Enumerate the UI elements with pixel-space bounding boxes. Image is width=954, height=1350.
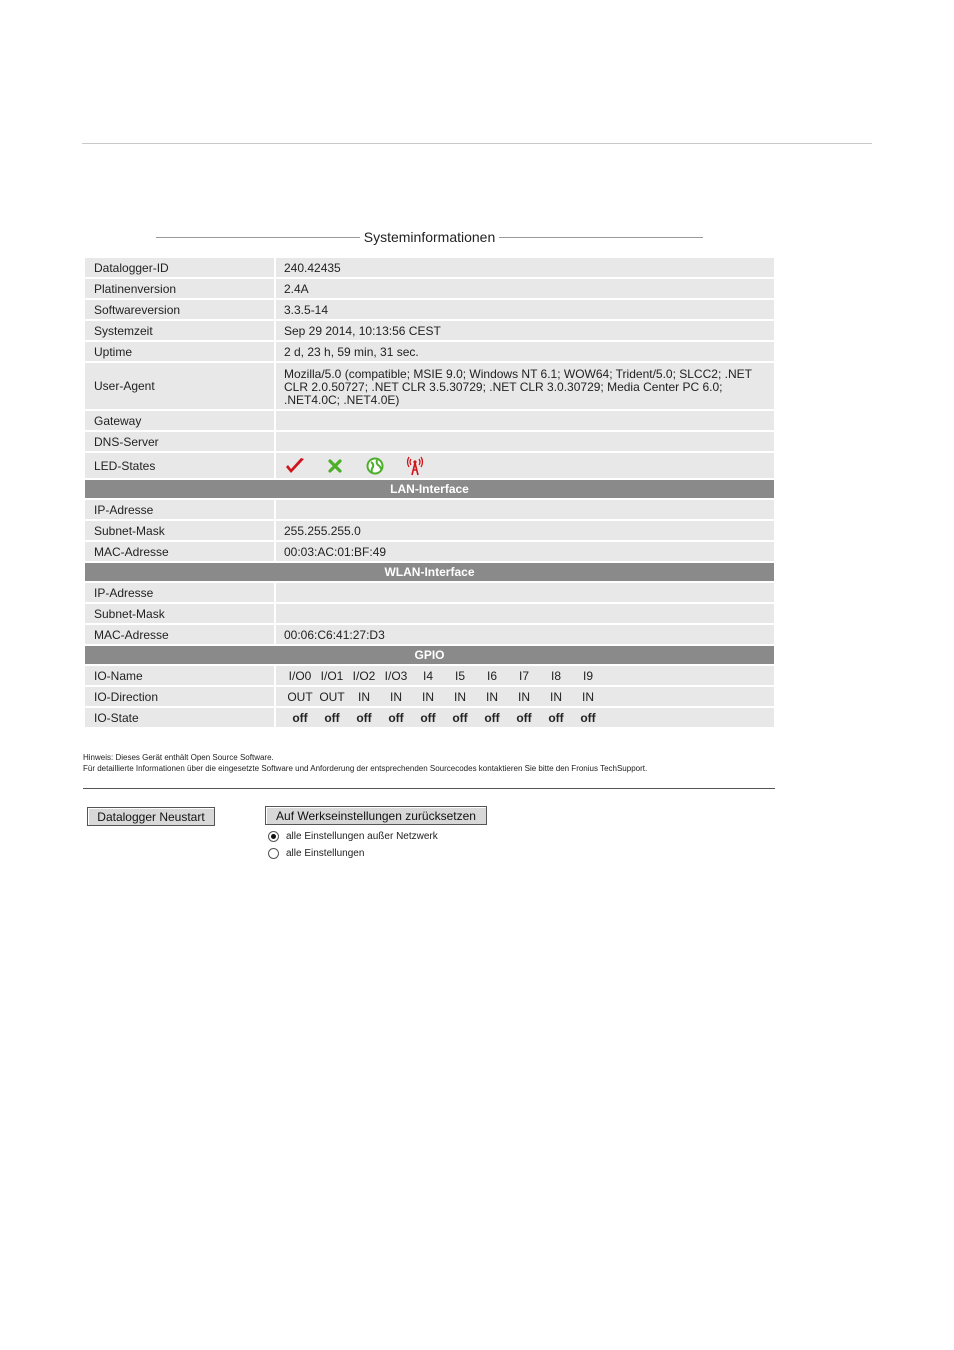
- row-value: 3.3.5-14: [276, 300, 774, 319]
- globe-icon: [364, 455, 386, 477]
- gpio-state: off: [388, 710, 404, 725]
- gpio-direction: OUT: [319, 689, 345, 704]
- row-softwareversion: [85, 300, 774, 319]
- reset-option-except-network[interactable]: [268, 831, 438, 842]
- wlan-row-subnet: [85, 604, 774, 623]
- row-value: [276, 500, 774, 519]
- gpio-name: I8: [550, 668, 561, 683]
- gpio-direction: IN: [422, 689, 434, 704]
- gpio-state: off: [324, 710, 340, 725]
- antenna-icon: [404, 455, 426, 477]
- reset-option-label: alle Einstellungen: [286, 848, 365, 859]
- reset-option-label: alle Einstellungen außer Netzwerk: [286, 831, 438, 842]
- gpio-name: I4: [422, 668, 433, 683]
- row-label: IO-State: [85, 708, 274, 727]
- open-source-hint: [83, 752, 647, 774]
- row-led-states: [85, 453, 774, 478]
- datalogger-restart-button[interactable]: Datalogger Neustart: [87, 807, 215, 826]
- check-icon: [284, 455, 306, 477]
- factory-reset-button[interactable]: Auf Werkseinstellungen zurücksetzen: [265, 806, 487, 825]
- row-value: Mozilla/5.0 (compatible; MSIE 9.0; Windows NT 6.1; WOW64; Trident/5.0; SLCC2; .NET CLR 2.0.50727; .NET CLR 3.5.30729; .NET CLR 3.0.30729; Media Center PC 6.0; .NET4.0C; .NET4.0E): [276, 363, 774, 409]
- row-value: [276, 411, 774, 430]
- row-value: 00:06:C6:41:27:D3: [276, 625, 774, 644]
- gpio-row-directions: [85, 687, 774, 706]
- gpio-direction: IN: [582, 689, 594, 704]
- row-systemzeit: [85, 321, 774, 340]
- row-dns-server: [85, 432, 774, 451]
- lan-row-ip: [85, 500, 774, 519]
- gpio-row-names: [85, 666, 774, 685]
- gpio-state: off: [580, 710, 596, 725]
- gpio-name: I/O1: [320, 668, 344, 683]
- row-label: Datalogger-ID: [85, 258, 274, 277]
- gpio-name: I/O3: [384, 668, 408, 683]
- gpio-directions: [276, 687, 774, 706]
- row-label: Softwareversion: [85, 300, 274, 319]
- row-value: 2.4A: [276, 279, 774, 298]
- row-label: DNS-Server: [85, 432, 274, 451]
- row-label: Platinenversion: [85, 279, 274, 298]
- row-label: User-Agent: [85, 363, 274, 409]
- row-label: IP-Adresse: [85, 500, 274, 519]
- row-value: 240.42435: [276, 258, 774, 277]
- lan-row-subnet: [85, 521, 774, 540]
- row-user-agent: [85, 363, 774, 409]
- hint-line-1: Hinweis: Dieses Gerät enthält Open Source Software.: [83, 753, 274, 762]
- system-info-table: [85, 258, 774, 729]
- row-value: 00:03:AC:01:BF:49: [276, 542, 774, 561]
- lan-row-mac: [85, 542, 774, 561]
- gpio-state: off: [516, 710, 532, 725]
- radio-unselected[interactable]: [268, 848, 279, 859]
- row-value: [276, 432, 774, 451]
- row-label: Gateway: [85, 411, 274, 430]
- bottom-divider: [83, 788, 775, 789]
- gpio-name: I/O2: [352, 668, 376, 683]
- row-label: Systemzeit: [85, 321, 274, 340]
- gpio-direction: IN: [454, 689, 466, 704]
- lan-interface-header: LAN-Interface: [85, 480, 774, 498]
- hint-line-2: Für detaillierte Informationen über die eingesetzte Software und Anforderung der entsprechenden Sourcecodes kontaktieren Sie bitte den Fronius TechSupport.: [83, 764, 648, 773]
- gpio-state: off: [548, 710, 564, 725]
- gpio-state: off: [452, 710, 468, 725]
- row-gateway: [85, 411, 774, 430]
- page-title: Systeminformationen: [363, 229, 496, 245]
- wlan-interface-header: WLAN-Interface: [85, 563, 774, 581]
- wlan-row-mac: [85, 625, 774, 644]
- gpio-direction: IN: [486, 689, 498, 704]
- gpio-header: GPIO: [85, 646, 774, 664]
- gpio-names: [276, 666, 774, 685]
- gpio-state: off: [484, 710, 500, 725]
- cross-icon: [324, 455, 346, 477]
- gpio-name: I5: [454, 668, 465, 683]
- gpio-direction: IN: [358, 689, 370, 704]
- row-label: Subnet-Mask: [85, 604, 274, 623]
- gpio-name: I/O0: [288, 668, 312, 683]
- title-line-left: [156, 237, 360, 238]
- gpio-name: I7: [518, 668, 529, 683]
- gpio-state: off: [356, 710, 372, 725]
- gpio-direction: IN: [518, 689, 530, 704]
- row-label: IP-Adresse: [85, 583, 274, 602]
- row-platinenversion: [85, 279, 774, 298]
- gpio-direction: IN: [550, 689, 562, 704]
- row-label: Uptime: [85, 342, 274, 361]
- gpio-row-states: [85, 708, 774, 727]
- row-value: [276, 604, 774, 623]
- gpio-direction: IN: [390, 689, 402, 704]
- row-label: IO-Direction: [85, 687, 274, 706]
- row-label: LED-States: [85, 453, 274, 478]
- row-value: [276, 583, 774, 602]
- row-uptime: [85, 342, 774, 361]
- section-title: [156, 227, 703, 247]
- reset-option-all[interactable]: [268, 848, 364, 859]
- row-label: Subnet-Mask: [85, 521, 274, 540]
- radio-selected[interactable]: [268, 831, 279, 842]
- gpio-state: off: [292, 710, 308, 725]
- top-divider: [82, 143, 872, 144]
- row-label: MAC-Adresse: [85, 625, 274, 644]
- wlan-row-ip: [85, 583, 774, 602]
- led-icons: [276, 453, 774, 478]
- gpio-name: I6: [486, 668, 497, 683]
- row-datalogger-id: [85, 258, 774, 277]
- gpio-state: off: [420, 710, 436, 725]
- row-value: 2 d, 23 h, 59 min, 31 sec.: [276, 342, 774, 361]
- row-value: Sep 29 2014, 10:13:56 CEST: [276, 321, 774, 340]
- gpio-states: [276, 708, 774, 727]
- title-line-right: [499, 237, 703, 238]
- row-label: MAC-Adresse: [85, 542, 274, 561]
- row-value: 255.255.255.0: [276, 521, 774, 540]
- gpio-name: I9: [582, 668, 593, 683]
- row-label: IO-Name: [85, 666, 274, 685]
- gpio-direction: OUT: [287, 689, 313, 704]
